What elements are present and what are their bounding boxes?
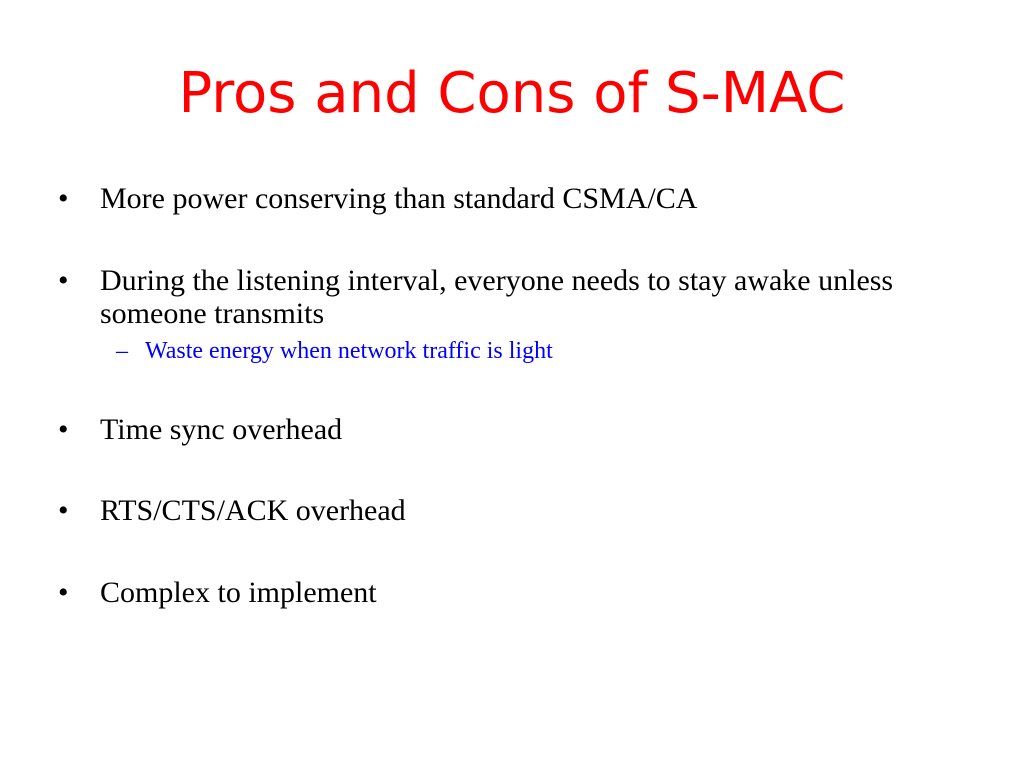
bullet-text: More power conserving than standard CSMA/CA [100, 182, 698, 215]
bullet-item [58, 413, 958, 446]
sub-bullet-item [116, 337, 916, 365]
bullet-item [58, 182, 958, 215]
bullet-marker: • [58, 182, 69, 215]
bullet-item [58, 494, 958, 527]
bullet-text: During the listening interval, everyone needs to stay awake unless someone transmits [100, 264, 894, 330]
bullet-marker: • [58, 494, 69, 527]
bullet-text: Time sync overhead [100, 413, 343, 446]
sub-bullet-marker: – [116, 338, 128, 364]
slide-title: Pros and Cons of S-MAC [178, 61, 846, 126]
bullet-marker: • [58, 264, 69, 297]
sub-bullet-text: Waste energy when network traffic is light [145, 338, 553, 364]
bullet-item [58, 264, 958, 330]
bullet-text: RTS/CTS/ACK overhead [100, 494, 406, 527]
bullet-marker: • [58, 576, 69, 609]
bullet-text: Complex to implement [100, 576, 377, 609]
bullet-marker: • [58, 413, 69, 446]
bullet-item [58, 576, 958, 609]
